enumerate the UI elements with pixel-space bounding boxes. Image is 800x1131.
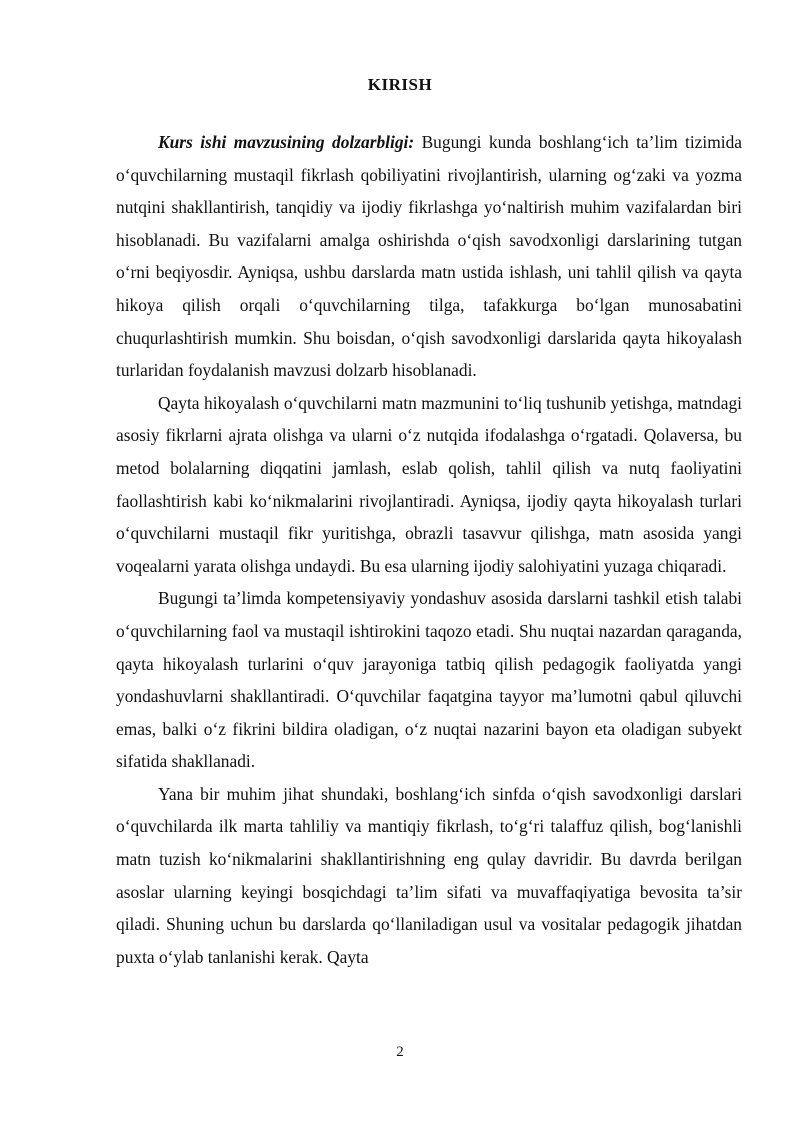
- page-title: KIRISH: [367, 75, 433, 94]
- paragraph-2: Qayta hikoyalash o‘quvchilarni matn mazmunini to‘liq tushunib yetishga, matndagi asosiy fikrlarni ajrata olishga va ularni o‘z nutqida ifodalashga o‘rgatadi. Qolaversa, bu metod bolalarning diqqatini jamlash, eslab qolish, tahlil qilish va nutq faoliyatini faollashtirish kabi ko‘nikmalarini rivojlantiradi. Ayniqsa, ijodiy qayta hikoyalash turlari o‘quvchilarni mustaqil fikr yuritishga, obrazli tasavvur qilishga, matn asosida yangi voqealarni yarata olishga undaydi. Bu esa ularning ijodiy salohiyatini yuzaga chiqaradi.: [116, 392, 742, 576]
- body-text: [116, 126, 742, 973]
- page-number: 2: [396, 1044, 404, 1060]
- lead-label: Kurs ishi mavzusining dolzarbligi:: [158, 132, 415, 152]
- paragraph-3: Bugungi ta’limda kompetensiyaviy yondashuv asosida darslarni tashkil etish talabi o‘quvchilarning faol va mustaqil ishtirokini taqozo etadi. Shu nuqtai nazardan qaraganda, qayta hikoyalash turlarini o‘quv jarayoniga tatbiq qilish pedagogik faoliyatda yangi yondashuvlarni shakllantiradi. O‘quvchilar faqatgina tayyor ma’lumotni qabul qiluvchi emas, balki o‘z fikrini bildira oladigan, o‘z nuqtai nazarini bayon eta oladigan subyekt sifatida shakllanadi.: [116, 588, 742, 772]
- paragraph-1: [116, 126, 742, 387]
- paragraph-4: Yana bir muhim jihat shundaki, boshlang‘ich sinfda o‘qish savodxonligi darslari o‘quvchilarda ilk marta tahliliy va mantiqiy fikrlash, to‘g‘ri talaffuz qilish, bog‘lanishli matn tuzish ko‘nikmalarini shakllantirishning eng qulay davridir. Bu davrda berilgan asoslar ularning keyingi bosqichdagi ta’lim sifati va muvaffaqiyatiga bevosita ta’sir qiladi. Shuning uchun bu darslarda qo‘llaniladigan usul va vositalar pedagogik jihatdan puxta o‘ylab tanlanishi kerak. Qayta: [116, 783, 742, 967]
- paragraph-1-text: Bugungi kunda boshlang‘ich ta’lim tizimida o‘quvchilarning mustaqil fikrlash qobiliyatini rivojlantirish, ularning og‘zaki va yozma nutqini shakllantirish, tanqidiy va ijodiy fikrlashga yo‘naltirish muhim vazifalardan biri hisoblanadi. Bu vazifalarni amalga oshirishda o‘qish savodxonligi darslarining tutgan o‘rni beqiyosdir. Ayniqsa, ushbu darslarda matn ustida ishlash, uni tahlil qilish va qayta hikoya qilish orqali o‘quvchilarning tilga, tafakkurga bo‘lgan munosabatini chuqurlashtirish mumkin. Shu boisdan, o‘qish savodxonligi darslarida qayta hikoyalash turlaridan foydalanish mavzusi dolzarb hisoblanadi.: [116, 132, 743, 381]
